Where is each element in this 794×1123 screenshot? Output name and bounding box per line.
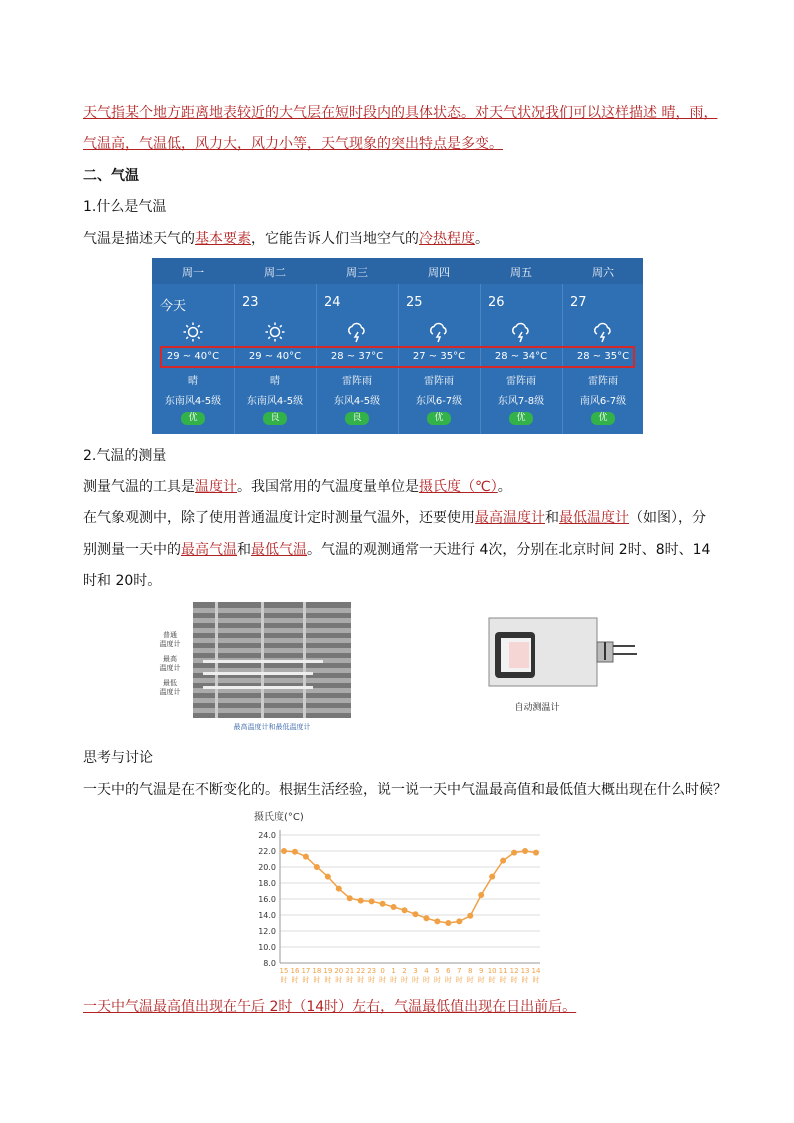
weather-condition: 晴 [188,376,198,387]
data-point [533,850,539,856]
x-tick-label: 5 [435,967,440,975]
weather-temperature-range: 27 ~ 35°C [412,351,466,362]
weather-day-date: 25 [406,295,423,310]
x-tick-unit: 时 [532,976,540,984]
photo-2-caption: 自动测温计 [514,703,560,713]
conclusion-text: 一天中气温最高值出现在午后 2时（14时）左右，气温最低值出现在日出前后。 [83,999,577,1015]
weather-condition: 雷阵雨 [424,376,454,387]
weather-temperature-range: 28 ~ 34°C [494,351,548,362]
data-point [522,848,528,854]
data-point [325,874,331,880]
air-quality-badge: 良 [345,412,369,425]
x-tick-label: 11 [498,967,508,975]
x-tick-label: 13 [520,967,530,975]
weather-day-date: 今天 [160,299,187,314]
x-tick-unit: 时 [477,976,485,984]
question-2-text-2: 在气象观测中，除了使用普通温度计定时测量气温外，还要使用最高温度计和最低温度计（如图），分 [83,510,706,526]
x-tick-unit: 时 [510,976,518,984]
weather-wind: 东南风4-5级 [246,396,304,407]
x-tick-unit: 时 [346,976,354,984]
weather-wind: 东南风4-5级 [164,396,222,407]
x-tick-unit: 时 [488,976,496,984]
x-tick-unit: 时 [521,976,529,984]
thunderstorm-icon [428,321,450,343]
data-point [314,864,320,870]
data-point [336,886,342,892]
air-quality-badge: 优 [181,412,205,425]
x-tick-label: 17 [301,967,311,975]
weather-temperature-range: 28 ~ 37°C [330,351,384,362]
x-tick-unit: 时 [357,976,365,984]
data-point [402,907,408,913]
thermometer-labels [150,631,190,697]
weather-day-date: 24 [324,295,341,310]
weather-wind: 东风7-8级 [497,396,545,407]
air-quality-badge: 优 [509,412,533,425]
x-tick-unit: 时 [313,976,321,984]
y-tick-label: 8.0 [263,959,276,968]
weather-temperature-range: 29 ~ 40°C [166,351,220,362]
discussion-text: 一天中的气温是在不断变化的。根据生活经验，说一说一天中气温最高值和最低值大概出现在什么时候？ [83,782,727,798]
thunderstorm-icon [510,321,532,343]
label-min-thermometer: 最低 温度计 [159,679,181,696]
weather-day-name: 周六 [592,266,614,279]
x-tick-label: 14 [531,967,541,975]
weather-forecast-widget [152,258,643,434]
x-tick-label: 1 [391,967,396,975]
question-2-text-4: 时和 20时。 [83,573,162,589]
x-tick-label: 6 [446,967,451,975]
weather-wind: 南风6-7级 [579,396,627,407]
x-tick-label: 22 [356,967,366,975]
discussion-heading: 思考与讨论 [83,750,153,766]
weather-condition: 雷阵雨 [342,376,372,387]
weather-day-name: 周二 [264,266,286,279]
sun-icon [182,321,204,343]
weather-day-name: 周一 [182,266,204,279]
y-axis-label: 摄氏度(°C) [254,812,304,823]
data-point [358,898,364,904]
x-tick-unit: 时 [324,976,332,984]
weather-day-date: 26 [488,295,505,310]
x-tick-label: 16 [290,967,300,975]
weather-condition: 晴 [270,376,280,387]
data-point [412,911,418,917]
thunderstorm-icon [346,321,368,343]
x-tick-label: 15 [279,967,289,975]
x-tick-label: 0 [380,967,385,975]
data-point [292,849,298,855]
x-tick-unit: 时 [401,976,409,984]
label-ordinary-thermometer: 普通 温度计 [159,631,181,648]
weather-wind: 东风4-5级 [333,396,381,407]
x-tick-label: 23 [367,967,377,975]
data-point [347,895,353,901]
x-tick-unit: 时 [444,976,452,984]
x-tick-label: 3 [413,967,418,975]
x-tick-unit: 时 [291,976,299,984]
x-tick-unit: 时 [390,976,398,984]
data-point [445,920,451,926]
temperature-series-line [284,851,536,923]
data-point [391,904,397,910]
automatic-thermometer-photo [487,612,639,692]
x-tick-unit: 时 [280,976,288,984]
y-tick-label: 12.0 [258,927,276,936]
question-1-text: 气温是描述天气的基本要素，它能告诉人们当地空气的冷热程度。 [83,231,489,247]
x-tick-unit: 时 [379,976,387,984]
weather-temperature-range: 29 ~ 40°C [248,351,302,362]
air-quality-badge: 良 [263,412,287,425]
y-tick-label: 22.0 [258,847,276,856]
data-point [369,898,375,904]
data-point [478,892,484,898]
x-tick-unit: 时 [368,976,376,984]
weather-condition: 雷阵雨 [506,376,536,387]
x-tick-unit: 时 [335,976,343,984]
y-tick-label: 10.0 [258,943,276,952]
x-tick-label: 4 [424,967,429,975]
thunderstorm-icon [592,321,614,343]
x-tick-unit: 时 [433,976,441,984]
y-tick-label: 18.0 [258,879,276,888]
x-tick-label: 19 [323,967,333,975]
weather-day-name: 周三 [346,266,368,279]
question-1-heading: 1.什么是气温 [83,199,167,215]
section-heading-temperature: 二、气温 [83,168,139,184]
weather-day-date: 27 [570,295,587,310]
question-2-text-1: 测量气温的工具是温度计。我国常用的气温度量单位是摄氏度（℃）。 [83,479,512,495]
x-tick-unit: 时 [499,976,507,984]
x-tick-label: 12 [509,967,519,975]
daily-temperature-chart [248,808,548,986]
x-tick-unit: 时 [302,976,310,984]
weather-day-date: 23 [242,295,259,310]
data-point [489,874,495,880]
thermometer-shelter-photo [193,602,351,718]
temperature-line-chart [248,808,548,986]
data-point [456,918,462,924]
data-point [281,848,287,854]
y-tick-label: 20.0 [258,863,276,872]
x-tick-label: 7 [457,967,462,975]
sun-icon [264,321,286,343]
y-tick-label: 24.0 [258,831,276,840]
x-tick-unit: 时 [422,976,430,984]
air-quality-badge: 优 [591,412,615,425]
x-tick-unit: 时 [411,976,419,984]
y-tick-label: 16.0 [258,895,276,904]
x-tick-label: 2 [402,967,407,975]
data-point [380,901,386,907]
intro-line-1: 天气指某个地方距离地表较近的大气层在短时段内的具体状态。对天气状况我们可以这样描述 晴，雨， [83,105,718,121]
question-2-heading: 2.气温的测量 [83,448,167,464]
data-point [511,850,517,856]
label-max-thermometer: 最高 温度计 [159,655,181,672]
weather-condition: 雷阵雨 [588,376,618,387]
x-tick-unit: 时 [455,976,463,984]
intro-line-2: 气温高，气温低，风力大，风力小等，天气现象的突出特点是多变。 [83,136,503,152]
data-point [467,913,473,919]
data-point [423,915,429,921]
photo-1-caption: 最高温度计和最低温度计 [233,723,311,731]
data-point [303,854,309,860]
x-tick-label: 9 [478,967,484,975]
x-tick-unit: 时 [466,976,474,984]
temperature-highlight-box [160,346,635,368]
y-tick-label: 14.0 [258,911,276,920]
weather-day-name: 周五 [510,266,532,279]
data-point [434,918,440,924]
weather-wind: 东风6-7级 [415,396,463,407]
weather-day-name: 周四 [428,266,450,279]
x-tick-label: 20 [334,967,344,975]
x-tick-label: 18 [312,967,322,975]
data-point [500,858,506,864]
x-tick-label: 21 [345,967,355,975]
question-2-text-3: 别测量一天中的最高气温和最低气温。气温的观测通常一天进行 4次，分别在北京时间 2时、8时、14 [83,542,711,558]
x-tick-label: 8 [468,967,473,975]
air-quality-badge: 优 [427,412,451,425]
weather-temperature-range: 28 ~ 35°C [576,351,630,362]
x-tick-label: 10 [487,967,497,975]
